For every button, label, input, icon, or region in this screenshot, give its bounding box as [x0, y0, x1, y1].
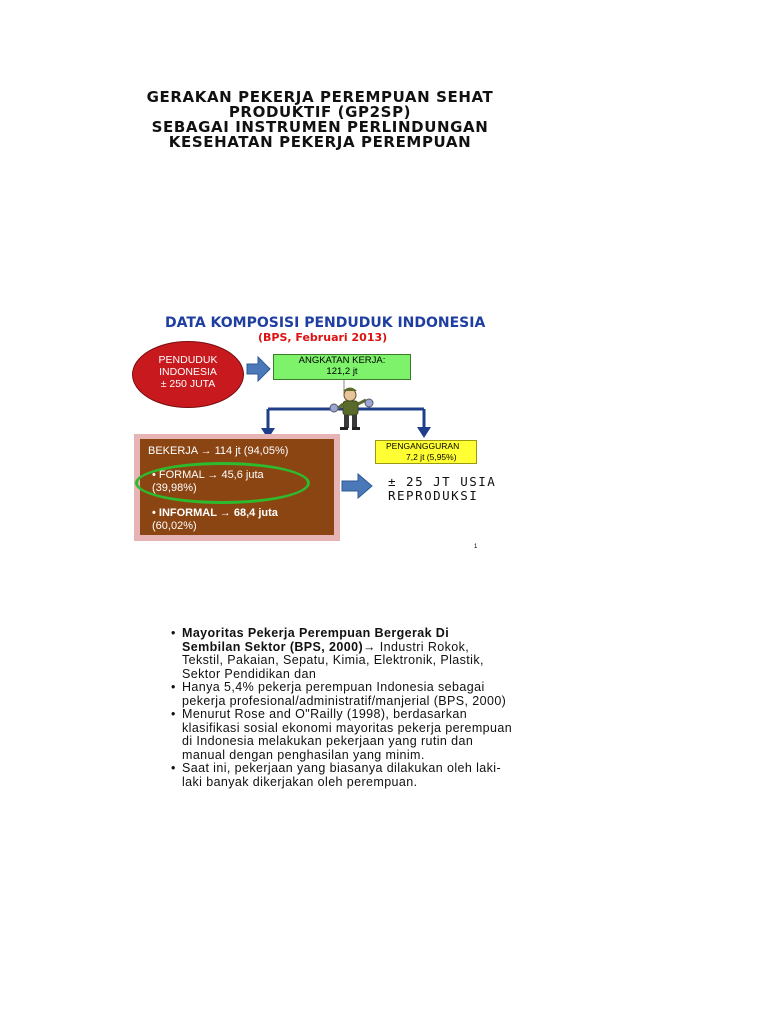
title-line-1: GERAKAN PEKERJA PEREMPUAN SEHAT: [146, 88, 494, 106]
informal-line-1: • INFORMAL → 68,4 juta: [152, 507, 278, 519]
bullet-1-line-2: Sembilan Sektor (BPS, 2000)→: [182, 639, 376, 654]
labor-force-label: ANGKATAN KERJA:: [298, 355, 386, 366]
title-line-3: SEBAGAI INSTRUMEN PERLINDUNGAN: [151, 118, 489, 136]
population-line-2: INDONESIA: [159, 366, 217, 378]
formal-line-2: (39,98%): [152, 482, 197, 494]
bullet-2-line-1: • Hanya 5,4% pekerja perempuan Indonesia sebagai: [182, 680, 485, 694]
reproductive-age-label: [388, 475, 496, 503]
arrow-down-right-icon: [417, 427, 431, 438]
unemployment-label: PENGANGGURAN: [386, 441, 460, 451]
title-line-2: PRODUKTIF (GP2SP): [228, 103, 412, 121]
bullet-4-line-1: • Saat ini, pekerjaan yang biasanya dilakukan oleh laki-: [182, 761, 502, 775]
population-line-1: PENDUDUK: [158, 354, 218, 366]
diagram-subtitle: (BPS, Februari 2013): [258, 331, 388, 344]
title-line-4: KESEHATAN PEKERJA PEREMPUAN: [168, 133, 472, 151]
unemployment-box: [375, 440, 477, 464]
population-line-3: ± 250 JUTA: [160, 378, 216, 390]
informal-line-2: (60,02%): [152, 520, 197, 532]
bullet-1-line-4: Sektor Pendidikan dan: [182, 666, 317, 681]
bullet-item: [168, 627, 560, 681]
bullet-item: [168, 708, 560, 762]
bullet-2-line-2: pekerja profesional/administratif/manjerial (BPS, 2000): [182, 693, 507, 708]
bullet-3-line-4: manual dengan penghasilan yang minim.: [182, 747, 425, 762]
informal-item: [152, 507, 278, 533]
bullet-4-line-2: laki banyak dikerjakan oleh perempuan.: [182, 774, 418, 789]
formal-highlight-oval: [135, 462, 310, 504]
bullet-item: [168, 681, 560, 708]
bullet-1-line-2-wrap: [182, 641, 560, 655]
bullet-3-line-3: di Indonesia melakukan pekerjaan yang rutin dan: [182, 734, 474, 748]
bullet-3-line-2: klasifikasi sosial ekonomi mayoritas pekerja perempuan: [182, 720, 513, 735]
diagram-title: DATA KOMPOSISI PENDUDUK INDONESIA: [165, 315, 486, 331]
bullet-1-line-3: Tekstil, Pakaian, Sepatu, Kimia, Elektronik, Plastik,: [182, 653, 484, 667]
bullet-1-line-1: • Mayoritas Pekerja Perempuan Bergerak Di: [182, 627, 450, 640]
bullet-list: [168, 627, 560, 789]
formal-line-1: • FORMAL → 45,6 juta: [152, 469, 264, 481]
bullet-item: [168, 762, 560, 789]
population-ellipse: [132, 341, 244, 408]
bullet-3-line-1: • Menurut Rose and O"Railly (1998), berdasarkan: [182, 707, 468, 721]
arrow-right-icon-2: [342, 474, 372, 498]
working-header: BEKERJA → 114 jt (94,05%): [148, 445, 289, 457]
reproductive-line-1: ± 25 JT USIA: [388, 474, 497, 489]
page-number: 1: [474, 544, 478, 550]
labor-force-box: [273, 354, 411, 380]
worker-icon: [330, 380, 373, 430]
reproductive-line-2: REPRODUKSI: [388, 488, 479, 503]
bullet-1-line-2-tail: Industri Rokok,: [375, 639, 470, 654]
arrow-right-icon: [247, 357, 270, 381]
labor-force-value: 121,2 jt: [326, 366, 358, 377]
unemployment-value: 7,2 jt (5,95%): [406, 452, 457, 462]
